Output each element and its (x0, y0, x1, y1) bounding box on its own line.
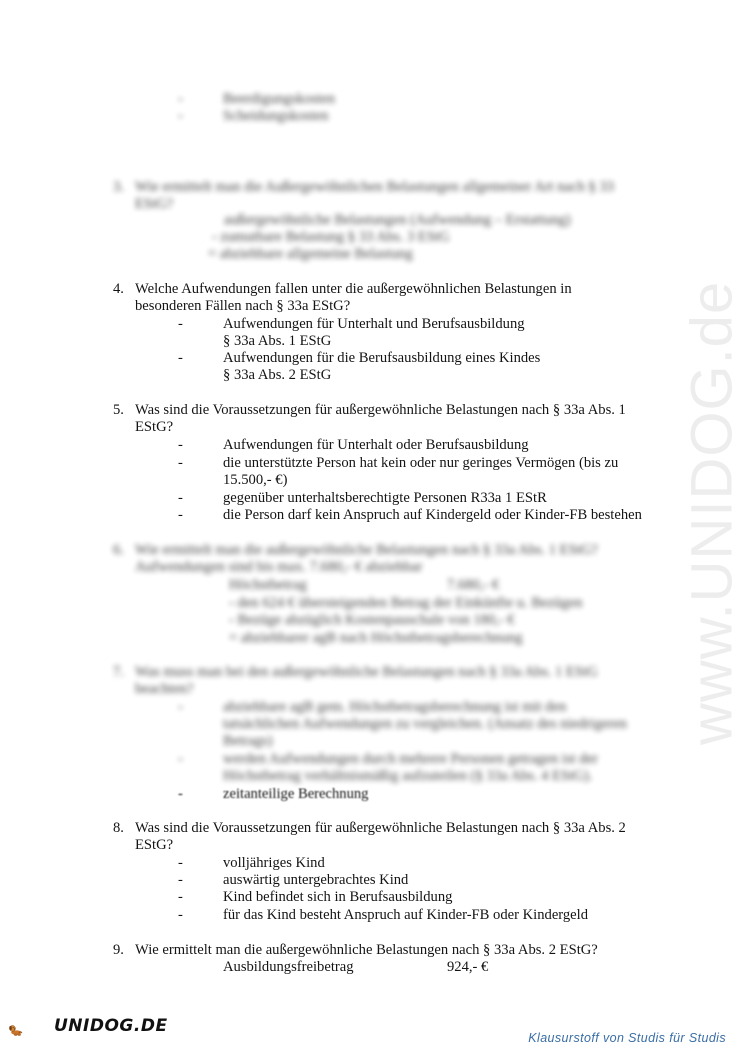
list-dash: - (178, 855, 183, 871)
calc-label: Ausbildungsfreibetrag (223, 959, 354, 975)
list-item-text: zeitanteilige Berechnung (223, 786, 369, 802)
calc-value: 7.680,- € (447, 577, 500, 593)
list-dash: - (178, 455, 183, 471)
list-dash: - (178, 699, 183, 715)
question-text-line1: Was sind die Voraussetzungen für außergewöhnliche Belastungen nach § 33a Abs. 2 (135, 820, 626, 836)
question-number: 9. (113, 942, 124, 958)
calc-line: - zumutbare Belastung § 33 Abs. 3 EStG (212, 229, 450, 245)
question-text-line2: EStG? (135, 419, 174, 435)
question-text-line1: Was muss man bei den außergewöhnliche Belastungen nach § 33a Abs. 1 EStG (135, 664, 598, 680)
dog-logo-icon (8, 1012, 56, 1048)
calc-label: - den 624 € übersteigenden Betrag der Einkünfte u. Bezügen (229, 595, 583, 611)
list-dash: - (178, 108, 183, 124)
list-dash: - (178, 316, 183, 332)
list-item-text: abziehbare agB gem. Höchstbetragsberechnung ist mit den (223, 699, 567, 715)
calc-label: Höchstbetrag (229, 577, 307, 593)
list-dash: - (178, 507, 183, 523)
list-item-text: Kind befindet sich in Berufsausbildung (223, 889, 453, 905)
question-text-line1: Wie ermittelt man die außergewöhnliche Belastungen nach § 33a Abs. 1 EStG? (135, 542, 598, 558)
list-dash: - (178, 751, 183, 767)
calc-line: = abziehbare allgemeine Belastung (208, 246, 413, 262)
watermark-text: www.UNIDOG.de (679, 280, 745, 745)
list-item-text: die Person darf kein Anspruch auf Kindergeld oder Kinder-FB bestehen (223, 507, 642, 523)
question-text-line1: Wie ermittelt man die außergewöhnliche Belastungen nach § 33a Abs. 2 EStG? (135, 942, 598, 958)
question-text-line2: EStG? (135, 837, 174, 853)
list-item-text: für das Kind besteht Anspruch auf Kinder-FB oder Kindergeld (223, 907, 589, 923)
question-number: 6. (113, 542, 124, 558)
list-dash: - (178, 490, 183, 506)
list-item-text: werden Aufwendungen durch mehrere Personen getragen ist der (223, 751, 598, 767)
list-dash: - (178, 91, 183, 107)
list-item-text: Aufwendungen für die Berufsausbildung eines Kindes (223, 350, 541, 366)
list-item-text: Aufwendungen für Unterhalt und Berufsausbildung (223, 316, 525, 332)
question-text-line1: Was sind die Voraussetzungen für außergewöhnliche Belastungen nach § 33a Abs. 1 (135, 402, 626, 418)
footer-tagline: Klausurstoff von Studis für Studis (528, 1031, 726, 1045)
question-text-line2: besonderen Fällen nach § 33a EStG? (135, 298, 351, 314)
list-item-text: auswärtig untergebrachtes Kind (223, 872, 409, 888)
list-dash: - (178, 786, 183, 802)
list-item-subtext: 15.500,- €) (223, 472, 288, 488)
calc-value: 924,- € (447, 959, 489, 975)
list-item-subtext: § 33a Abs. 1 EStG (223, 333, 332, 349)
list-item-text: Beerdigungskosten (223, 91, 335, 107)
question-number: 8. (113, 820, 124, 836)
question-text: Wie ermittelt man die Außergewöhnlichen Belastungen allgemeiner Art nach § 33 EStG? (135, 179, 614, 213)
list-dash: - (178, 437, 183, 453)
list-item-subtext: § 33a Abs. 2 EStG (223, 367, 332, 383)
question-text-line2: Aufwendungen sind bis max. 7.680,- € abziehbar (135, 559, 423, 575)
list-dash: - (178, 889, 183, 905)
logo-text: UNIDOG.DE (54, 1016, 168, 1036)
list-dash: - (178, 907, 183, 923)
list-item-text: tatsächlichen Aufwendungen zu vergleichen. (Ansatz des niedrigeren (223, 716, 627, 732)
question-number: 4. (113, 281, 124, 297)
list-item-text: Betrags) (223, 733, 273, 749)
list-item-text: Aufwendungen für Unterhalt oder Berufsausbildung (223, 437, 529, 453)
calc-label: = abziehbarer agB nach Höchstbetragsberechnung (229, 630, 523, 646)
question-text-line1: Welche Aufwendungen fallen unter die außergewöhnlichen Belastungen in (135, 281, 572, 297)
list-item-text: Höchstbetrag verhältnismäßig aufzuteilen (§ 33a Abs. 4 EStG). (223, 768, 593, 784)
list-item-text: gegenüber unterhaltsberechtigte Personen R33a 1 EStR (223, 490, 547, 506)
calc-label: - Bezüge abzüglich Kostenpauschale von 180,- € (229, 612, 515, 628)
question-number: 7. (113, 664, 124, 680)
question-number: 5. (113, 402, 124, 418)
list-dash: - (178, 872, 183, 888)
question-text-line2: beachten? (135, 681, 194, 697)
list-item-text: die unterstützte Person hat kein oder nur geringes Vermögen (bis zu (223, 455, 619, 471)
calc-line: außergewöhnliche Belastungen (Aufwendung – Erstattung) (224, 212, 571, 228)
list-dash: - (178, 350, 183, 366)
question-number: 3. (113, 179, 124, 195)
list-item-text: Scheidungskosten (223, 108, 329, 124)
list-item-text: volljähriges Kind (223, 855, 325, 871)
